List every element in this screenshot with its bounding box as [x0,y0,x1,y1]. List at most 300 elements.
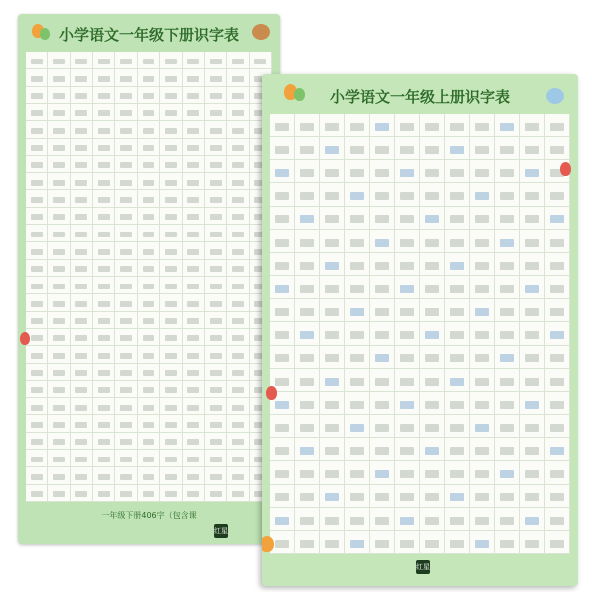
character-cell [370,276,395,299]
character-grid [26,52,272,502]
character-cell [160,69,182,86]
character-cell [445,392,470,415]
character-cell [395,114,420,137]
character-cell [345,461,370,484]
character-cell [71,121,93,138]
character-cell [48,52,70,69]
character-cell [115,415,137,432]
character-cell [470,230,495,253]
character-cell [295,438,320,461]
character-cell [320,230,345,253]
character-cell [520,276,545,299]
character-cell [295,508,320,531]
character-cell [205,87,227,104]
character-cell [345,183,370,206]
character-cell [520,160,545,183]
character-cell [320,485,345,508]
character-cell [115,312,137,329]
character-cell [93,87,115,104]
character-cell [48,381,70,398]
character-cell [138,139,160,156]
character-cell [320,276,345,299]
character-cell [71,225,93,242]
character-cell [370,392,395,415]
character-cell [295,531,320,554]
character-cell [495,299,520,322]
character-cell [205,173,227,190]
character-cell [420,230,445,253]
character-cell [345,392,370,415]
character-cell [370,461,395,484]
character-cell [93,398,115,415]
character-cell [295,299,320,322]
character-cell [270,114,295,137]
character-cell [115,364,137,381]
character-cell [205,225,227,242]
poster-title: 小学语文一年级上册识字表 [329,88,510,106]
character-cell [495,322,520,345]
character-cell [370,415,395,438]
character-cell [295,183,320,206]
character-cell [205,208,227,225]
character-cell [295,160,320,183]
character-cell [227,277,249,294]
character-cell [138,346,160,363]
character-cell [93,260,115,277]
character-cell [545,230,570,253]
character-cell [26,467,48,484]
character-cell [48,364,70,381]
character-cell [26,156,48,173]
character-cell [395,508,420,531]
character-cell [395,438,420,461]
character-cell [71,398,93,415]
character-cell [445,508,470,531]
character-cell [420,114,445,137]
character-cell [160,415,182,432]
character-cell [370,160,395,183]
character-cell [227,52,249,69]
character-cell [445,438,470,461]
character-cell [48,312,70,329]
character-cell [345,114,370,137]
character-cell [71,277,93,294]
character-cell [295,346,320,369]
character-cell [470,392,495,415]
character-cell [227,260,249,277]
character-cell [138,485,160,502]
character-cell [345,276,370,299]
character-cell [205,485,227,502]
character-cell [320,137,345,160]
character-cell [445,485,470,508]
character-cell [395,230,420,253]
character-cell [71,190,93,207]
character-cell [138,415,160,432]
character-cell [320,461,345,484]
character-cell [227,364,249,381]
character-cell [370,322,395,345]
character-cell [115,139,137,156]
character-cell [48,467,70,484]
character-cell [160,208,182,225]
character-cell [420,276,445,299]
character-cell [26,69,48,86]
character-cell [445,461,470,484]
character-cell [345,369,370,392]
character-cell [470,299,495,322]
character-cell [138,277,160,294]
character-cell [395,137,420,160]
character-cell [445,230,470,253]
character-cell [370,508,395,531]
character-cell [345,160,370,183]
character-cell [26,346,48,363]
character-cell [71,208,93,225]
character-cell [470,369,495,392]
character-cell [227,346,249,363]
character-cell [48,190,70,207]
character-cell [495,276,520,299]
character-cell [160,467,182,484]
character-cell [160,312,182,329]
character-cell [160,156,182,173]
character-cell [495,392,520,415]
character-cell [93,139,115,156]
character-cell [160,433,182,450]
character-cell [445,253,470,276]
character-cell [545,276,570,299]
character-cell [470,461,495,484]
character-cell [160,173,182,190]
character-cell [295,137,320,160]
character-cell [160,277,182,294]
character-cell [420,392,445,415]
character-cell [93,312,115,329]
character-cell [183,364,205,381]
character-cell [520,531,545,554]
character-cell [470,253,495,276]
character-cell [270,508,295,531]
poster-footer: 一年级下册406字（包含课 [101,511,197,520]
character-cell [320,392,345,415]
character-cell [71,260,93,277]
character-cell [183,173,205,190]
character-cell [71,433,93,450]
character-cell [320,369,345,392]
character-cell [445,207,470,230]
character-cell [227,139,249,156]
character-cell [183,398,205,415]
character-cell [295,230,320,253]
character-cell [470,508,495,531]
character-cell [26,208,48,225]
character-cell [93,190,115,207]
character-cell [470,276,495,299]
character-cell [420,253,445,276]
character-cell [295,485,320,508]
character-cell [445,415,470,438]
character-cell [227,398,249,415]
character-cell [71,52,93,69]
character-cell [26,225,48,242]
character-cell [420,531,445,554]
character-cell [295,253,320,276]
character-cell [420,508,445,531]
character-cell [520,299,545,322]
character-cell [183,225,205,242]
character-cell [93,450,115,467]
character-cell [395,392,420,415]
character-cell [545,137,570,160]
character-cell [545,183,570,206]
character-cell [495,369,520,392]
character-cell [227,294,249,311]
character-cell [183,277,205,294]
character-cell [520,415,545,438]
character-cell [495,346,520,369]
character-cell [71,173,93,190]
character-cell [183,415,205,432]
character-cell [495,415,520,438]
character-cell [115,398,137,415]
character-cell [115,260,137,277]
character-cell [395,253,420,276]
character-cell [48,208,70,225]
character-cell [183,433,205,450]
character-cell [345,299,370,322]
character-cell [71,294,93,311]
character-cell [295,322,320,345]
character-cell [470,531,495,554]
character-cell [545,508,570,531]
character-cell [470,207,495,230]
character-cell [495,137,520,160]
character-cell [495,485,520,508]
character-cell [26,364,48,381]
character-cell [205,364,227,381]
character-cell [115,208,137,225]
character-cell [420,183,445,206]
character-cell [71,450,93,467]
character-cell [205,398,227,415]
character-cell [445,369,470,392]
character-cell [26,450,48,467]
character-cell [48,104,70,121]
character-cell [138,208,160,225]
character-cell [48,450,70,467]
character-cell [470,114,495,137]
character-cell [71,156,93,173]
character-cell [93,242,115,259]
character-cell [160,294,182,311]
character-cell [48,329,70,346]
character-cell [138,52,160,69]
character-cell [205,450,227,467]
character-cell [71,87,93,104]
character-cell [115,381,137,398]
character-cell [183,104,205,121]
character-cell [115,485,137,502]
character-cell [93,52,115,69]
character-cell [545,415,570,438]
character-cell [320,114,345,137]
character-cell [250,52,272,69]
character-cell [48,294,70,311]
character-cell [270,160,295,183]
character-cell [320,160,345,183]
character-cell [26,433,48,450]
character-cell [320,299,345,322]
character-cell [495,531,520,554]
character-cell [48,69,70,86]
character-cell [138,450,160,467]
character-cell [227,208,249,225]
character-cell [295,276,320,299]
character-cell [183,242,205,259]
character-cell [520,114,545,137]
character-cell [545,438,570,461]
character-cell [520,230,545,253]
character-cell [470,346,495,369]
character-cell [420,369,445,392]
character-cell [320,438,345,461]
character-cell [227,225,249,242]
character-cell [420,160,445,183]
character-cell [420,137,445,160]
character-cell [48,139,70,156]
character-cell [26,173,48,190]
character-cell [138,467,160,484]
character-cell [48,415,70,432]
character-cell [345,485,370,508]
character-cell [115,450,137,467]
character-cell [270,415,295,438]
character-cell [115,121,137,138]
character-cell [93,104,115,121]
character-cell [93,173,115,190]
character-cell [420,346,445,369]
character-cell [138,190,160,207]
character-cell [345,346,370,369]
character-cell [115,329,137,346]
character-cell [295,207,320,230]
character-cell [420,485,445,508]
character-cell [445,346,470,369]
character-cell [205,277,227,294]
character-cell [93,69,115,86]
character-cell [138,260,160,277]
character-cell [270,230,295,253]
character-cell [545,299,570,322]
character-cell [495,230,520,253]
character-cell [138,294,160,311]
character-cell [395,346,420,369]
character-cell [93,329,115,346]
character-cell [395,160,420,183]
character-cell [320,531,345,554]
character-cell [370,253,395,276]
character-cell [295,461,320,484]
character-cell [115,173,137,190]
character-cell [48,398,70,415]
character-cell [295,114,320,137]
character-cell [48,485,70,502]
character-cell [205,346,227,363]
character-cell [370,183,395,206]
character-cell [183,329,205,346]
character-cell [395,207,420,230]
character-cell [115,346,137,363]
character-cell [420,322,445,345]
character-cell [270,485,295,508]
character-cell [183,139,205,156]
poster-title: 小学语文一年级下册识字表 [58,26,239,44]
character-cell [495,253,520,276]
character-cell [26,398,48,415]
character-cell [205,294,227,311]
character-cell [183,190,205,207]
character-cell [520,369,545,392]
character-cell [205,52,227,69]
character-cell [115,190,137,207]
character-cell [227,450,249,467]
character-cell [495,207,520,230]
character-cell [370,137,395,160]
character-cell [48,242,70,259]
character-cell [48,225,70,242]
character-cell [295,369,320,392]
character-cell [26,485,48,502]
character-cell [495,183,520,206]
character-cell [93,156,115,173]
character-cell [26,52,48,69]
character-cell [71,69,93,86]
character-cell [395,183,420,206]
character-cell [445,114,470,137]
character-cell [115,69,137,86]
character-cell [370,346,395,369]
character-cell [115,156,137,173]
character-cell [205,139,227,156]
character-cell [205,381,227,398]
character-cell [160,381,182,398]
character-cell [445,183,470,206]
character-cell [160,121,182,138]
character-cell [395,322,420,345]
character-cell [205,312,227,329]
character-cell [270,183,295,206]
character-cell [495,438,520,461]
character-cell [520,392,545,415]
character-cell [270,207,295,230]
character-cell [160,190,182,207]
character-cell [345,322,370,345]
character-cell [205,260,227,277]
character-cell [227,485,249,502]
character-cell [48,277,70,294]
character-cell [227,173,249,190]
character-cell [320,207,345,230]
character-cell [93,485,115,502]
character-cell [183,52,205,69]
character-cell [138,398,160,415]
character-cell [420,207,445,230]
character-cell [93,381,115,398]
character-cell [138,329,160,346]
character-cell [138,121,160,138]
character-cell [160,52,182,69]
